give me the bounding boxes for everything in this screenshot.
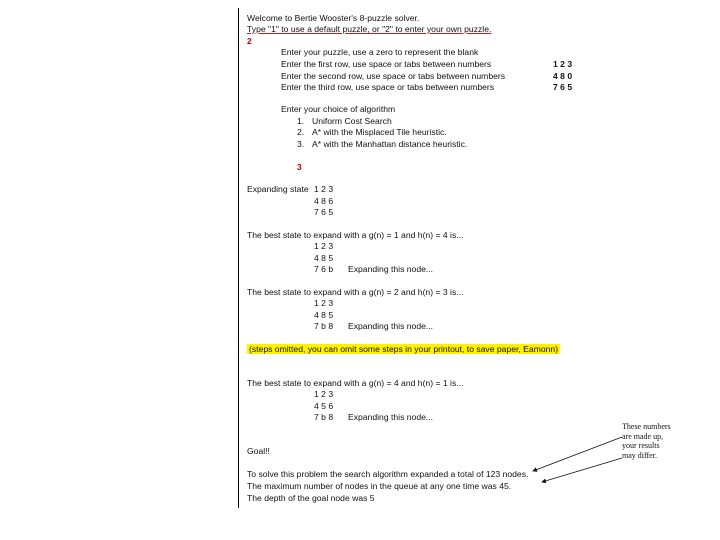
entry-prompt: Enter your puzzle, use a zero to represent the blank: [281, 47, 479, 57]
arrow-to-nodes-expanded: [533, 437, 622, 471]
arrow-to-max-queue: [542, 458, 622, 482]
best-state-3-text: The best state to expand with a g(n) = 4 and h(n) = 1 is...: [247, 378, 464, 388]
best-state-2-text: The best state to expand with a g(n) = 2 and h(n) = 3 is...: [247, 287, 464, 297]
intro-line-1: Welcome to Bertie Wooster's 8-puzzle solver.: [247, 13, 420, 23]
summary-nodes-expanded: To solve this problem the search algorithm expanded a total of 123 nodes.: [247, 469, 529, 479]
best-state-2-row-3: 7 b 8: [314, 321, 334, 331]
algorithm-option-3: A* with the Manhattan distance heuristic.: [312, 139, 468, 149]
summary-max-queue: The maximum number of nodes in the queue at any one time was 45.: [247, 481, 512, 491]
annotation-line-2: are made up,: [622, 431, 664, 441]
expanding-label: Expanding state: [247, 184, 309, 194]
initial-state-row-1: 1 2 3: [314, 184, 334, 194]
user-choice-1: 2: [247, 36, 252, 46]
best-state-1-row-3: 7 6 b: [314, 264, 334, 274]
best-state-3-row-2: 4 5 6: [314, 400, 334, 411]
entered-row-3: 7 6 5: [553, 82, 573, 92]
best-state-3-action: Expanding this node...: [348, 412, 434, 422]
best-state-3-row-3: 7 b 8: [314, 412, 334, 422]
intro-line-2: Type "1" to use a default puzzle, or "2" to enter your own puzzle.: [247, 24, 492, 34]
initial-state-row-2: 4 8 6: [314, 195, 334, 206]
entry-row-1: Enter the first row, use space or tabs between numbers: [281, 59, 492, 69]
best-state-1-row-1: 1 2 3: [314, 241, 334, 251]
best-state-1-action: Expanding this node...: [348, 264, 434, 274]
algorithm-option-3-num: 3.: [297, 139, 305, 149]
entry-row-2: Enter the second row, use space or tabs between numbers: [281, 71, 506, 81]
best-state-2-row-2: 4 8 5: [314, 309, 334, 320]
algorithm-option-2: A* with the Misplaced Tile heuristic.: [312, 127, 447, 137]
omitted-steps-note: (steps omitted, you can omit some steps in your printout, to save paper, Eamonn): [249, 344, 559, 354]
algorithm-option-1-num: 1.: [297, 116, 305, 126]
algorithm-option-1: Uniform Cost Search: [312, 116, 392, 126]
entry-row-3: Enter the third row, use space or tabs between numbers: [281, 82, 495, 92]
entered-row-1: 1 2 3: [553, 59, 573, 69]
annotation-line-1: These numbers: [622, 422, 671, 431]
algorithm-prompt: Enter your choice of algorithm: [281, 104, 396, 114]
best-state-2-row-1: 1 2 3: [314, 298, 334, 308]
goal-message: Goal!!: [247, 446, 270, 456]
annotation-line-4: may differ.: [622, 450, 657, 460]
best-state-2-action: Expanding this node...: [348, 321, 434, 331]
best-state-1-text: The best state to expand with a g(n) = 1 and h(n) = 4 is...: [247, 230, 464, 240]
annotation-line-3: your results: [622, 441, 660, 450]
initial-state-row-3: 7 6 5: [314, 207, 334, 217]
best-state-1-row-2: 4 8 5: [314, 252, 334, 263]
summary-goal-depth: The depth of the goal node was 5: [247, 493, 375, 503]
entered-row-2: 4 8 0: [553, 70, 573, 81]
user-choice-algorithm: 3: [297, 162, 302, 172]
algorithm-option-2-num: 2.: [297, 127, 305, 137]
best-state-3-row-1: 1 2 3: [314, 389, 334, 399]
